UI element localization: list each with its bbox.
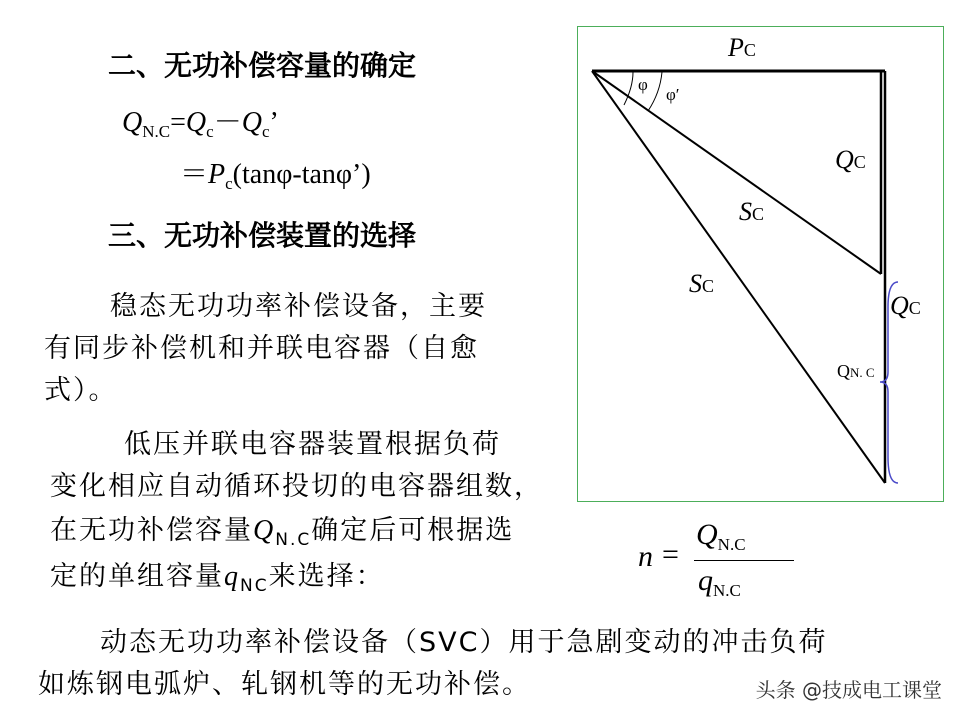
para3-line: 动态无功功率补偿设备（SVC）用于急剧变动的冲击负荷 [100, 627, 828, 658]
label-phi-prime: φ′ [666, 85, 680, 104]
triangle-lines [578, 27, 945, 503]
para2-line: 在无功补偿容量$Q_{N.C}$确定后可根据选 [50, 515, 515, 550]
watermark: 头条 @技成电工课堂 [755, 678, 942, 702]
label-pc: PC [728, 33, 756, 62]
label-phi: φ [638, 75, 648, 94]
para1-line: 有同步补偿机和并联电容器（自愈 [44, 333, 479, 364]
para2-line: 定的单组容量$q_{NC}$来选择： [50, 561, 385, 596]
label-qnc: QN. C [837, 361, 875, 381]
label-qc: QC [890, 291, 921, 320]
heading-capacity: 二、无功补偿容量的确定 [108, 49, 417, 82]
formula-line-2: $=P_c(\tan\varphi-\tan\varphi’)$ [180, 159, 371, 193]
label-sc: SC [689, 269, 715, 298]
formula-line-1: $Q_{N.C}=Q_c-Q_c$’ [122, 107, 279, 141]
para2-line: 变化相应自动循环投切的电容器组数， [50, 471, 543, 502]
label-sc-prime: SC [739, 197, 765, 226]
para2-line: 低压并联电容器装置根据负荷 [124, 429, 501, 460]
label-qc-prime: QC [835, 145, 866, 174]
power-triangle-diagram [577, 26, 944, 502]
para1-line: 式）。 [44, 375, 118, 406]
para3-line: 如炼钢电弧炉、轧钢机等的无功补偿。 [38, 669, 531, 700]
heading-selection: 三、无功补偿装置的选择 [108, 219, 417, 252]
para1-line: 稳态无功功率补偿设备，主要 [110, 291, 487, 322]
